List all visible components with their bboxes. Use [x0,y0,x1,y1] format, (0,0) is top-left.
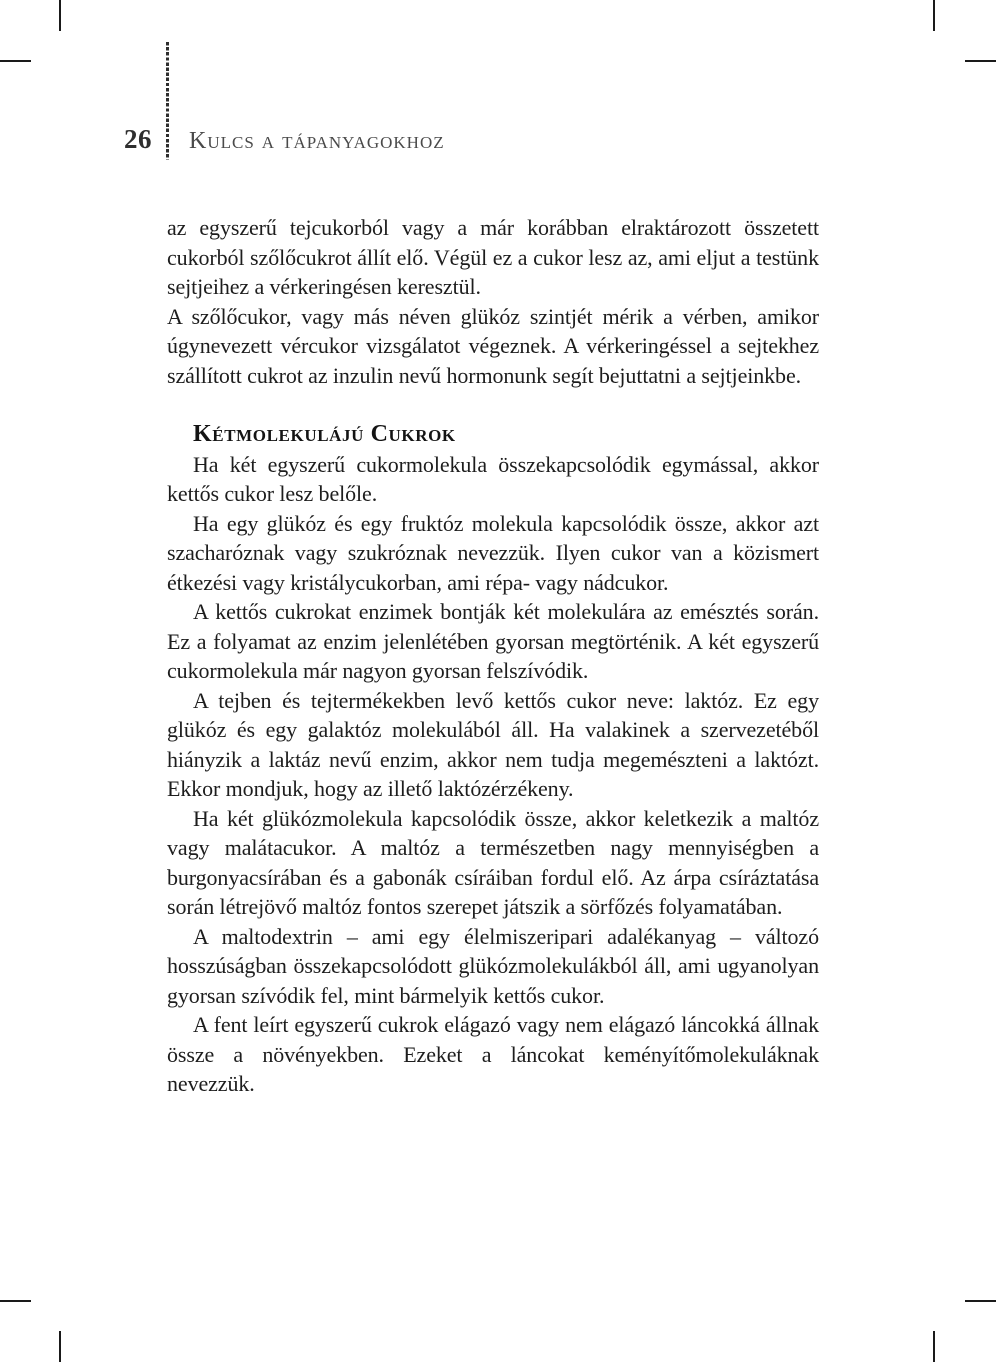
paragraph: A maltodextrin – ami egy élelmiszeripari adalékanyag – változó hosszúságban összekapcsolódott glükózmolekulákból áll, ami ugyanolyan gyorsan szívódik fel, mint bármelyik kettős cukor. [167,923,819,1008]
paragraph: A tejben és tejtermékekben levő kettős cukor neve: laktóz. Ez egy glükóz és egy galaktóz molekulából áll. Ha valakinek a szervezetéből hiányzik a laktáz nevű enzim, akkor nem tudja megemészteni a laktózt. Ekkor mondjuk, hogy az illető laktózérzékeny. [167,687,819,801]
page-number: 26 [124,124,152,154]
crop-mark-top-right-vertical [933,0,935,31]
paragraph-continuation: az egyszerű tejcukorból vagy a már korábban elraktározott összetett cukorból szőlőcukrot állít elő. Végül ez a cukor lesz az, ami eljut a testünk sejtjeihez a vérkeringésen keresztül. [167,215,819,299]
crop-mark-top-left-horizontal [0,60,31,62]
paragraph: A fent leírt egyszerű cukrok elágazó vagy nem elágazó láncokká állnak össze a növényekben. Ezeket a láncokat keményítőmolekuláknak nevezzük. [167,1012,819,1096]
crop-mark-top-left-vertical [59,0,61,31]
paragraph: A szőlőcukor, vagy más néven glükóz szintjét mérik a vérben, amikor úgynevezett vércukor vizsgálatot végeznek. A vérkeringéssel a sejtekhez szállított cukrot az inzulin nevű hormonunk segít bejuttatni a sejtjeinkbe. [167,303,819,388]
crop-mark-bottom-right-horizontal [965,1300,996,1302]
header-dashed-divider [166,42,169,160]
section-heading: Kétmolekulájú Cukrok [193,421,456,447]
running-header-title: Kulcs a tápanyagokhoz [189,128,445,154]
paragraph: Ha egy glükóz és egy fruktóz molekula kapcsolódik össze, akkor azt szacharóznak vagy szukróznak nevezzük. Ilyen cukor van a közismert étkezési vagy kristálycukorban, ami répa- vagy nádcukor. [167,510,819,595]
page-body [167,213,819,1099]
paragraph: Ha két glükózmolekula kapcsolódik össze, akkor keletkezik a maltóz vagy malátacukor. A maltóz a természetben nagy mennyiségben a burgonyacsírában és a gabonák csíráiban fordul elő. Az árpa csíráztatása során létrejövő maltóz fontos szerepet játszik a sörfőzés folyamatában. [167,805,819,919]
crop-mark-bottom-left-horizontal [0,1300,31,1302]
crop-mark-bottom-right-vertical [933,1331,935,1362]
paragraph: Ha két egyszerű cukormolekula összekapcsolódik egymással, akkor kettős cukor lesz belőle. [167,451,819,506]
crop-mark-top-right-horizontal [965,60,996,62]
crop-mark-bottom-left-vertical [59,1331,61,1362]
paragraph: A kettős cukrokat enzimek bontják két molekulára az emésztés során. Ez a folyamat az enzim jelenlétében gyorsan megtörténik. A két egyszerű cukormolekula már nagyon gyorsan felszívódik. [167,599,819,683]
